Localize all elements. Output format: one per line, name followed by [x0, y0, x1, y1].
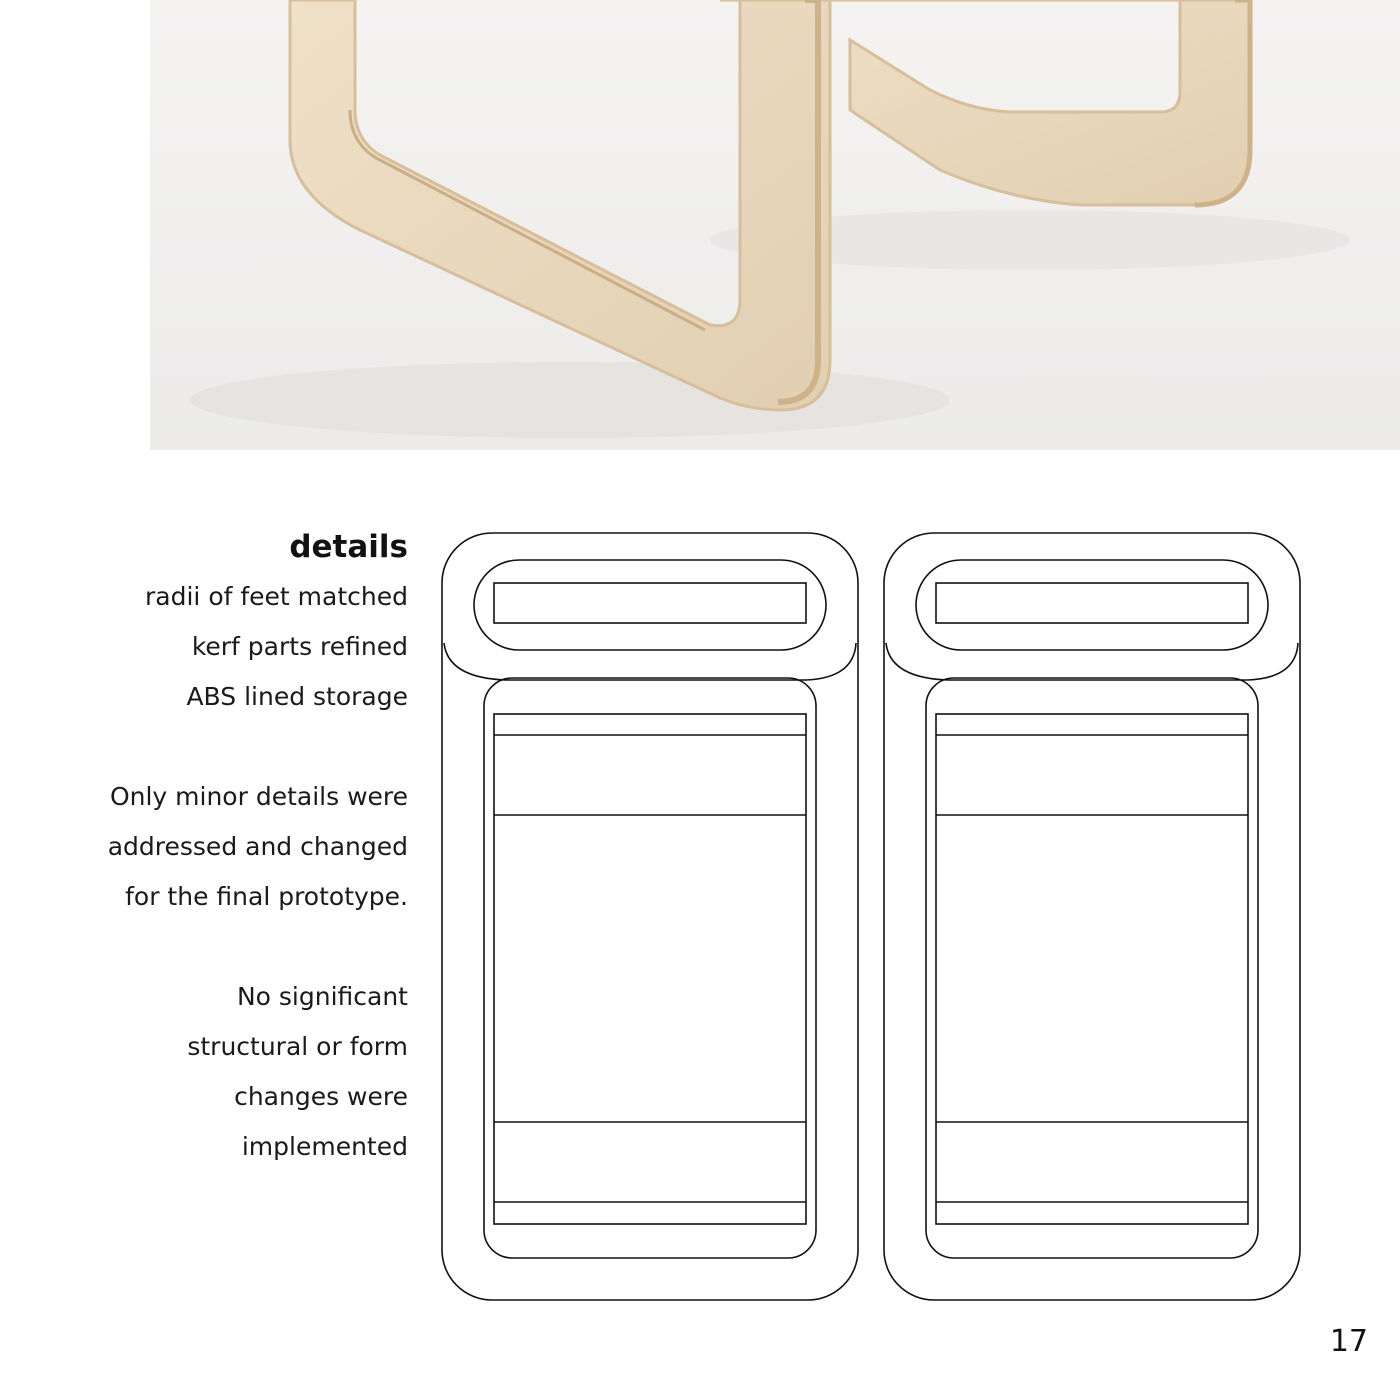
details-heading: details	[289, 529, 408, 565]
page-number: 17	[1329, 1324, 1368, 1359]
plywood-frame-illustration	[150, 0, 1400, 450]
paragraph-line: addressed and changed	[107, 832, 408, 861]
top-slot	[916, 560, 1268, 650]
drawing-left	[442, 533, 858, 1300]
details-text-column	[40, 522, 408, 1172]
storage-box	[484, 678, 816, 1258]
detail-line: ABS lined storage	[186, 682, 408, 711]
technical-drawing	[436, 528, 1306, 1312]
top-slot	[474, 560, 826, 650]
storage-box	[926, 678, 1258, 1258]
top-slot-inner	[494, 583, 806, 623]
storage-inner	[936, 714, 1248, 1224]
paragraph-line: implemented	[241, 1132, 408, 1161]
paragraph-line: Only minor details were	[109, 782, 408, 811]
chair-legs-photo	[150, 0, 1400, 450]
detail-line: kerf parts refined	[191, 632, 408, 661]
top-view-drawings	[436, 528, 1306, 1308]
paragraph-line: structural or form	[187, 1032, 408, 1061]
storage-inner	[494, 714, 806, 1224]
paragraph-line: changes were	[234, 1082, 408, 1111]
paragraph-line: No significant	[236, 982, 408, 1011]
top-slot-inner	[936, 583, 1248, 623]
drawing-right	[884, 533, 1300, 1300]
paragraph-line: for the final prototype.	[125, 882, 408, 911]
detail-line: radii of feet matched	[145, 582, 408, 611]
